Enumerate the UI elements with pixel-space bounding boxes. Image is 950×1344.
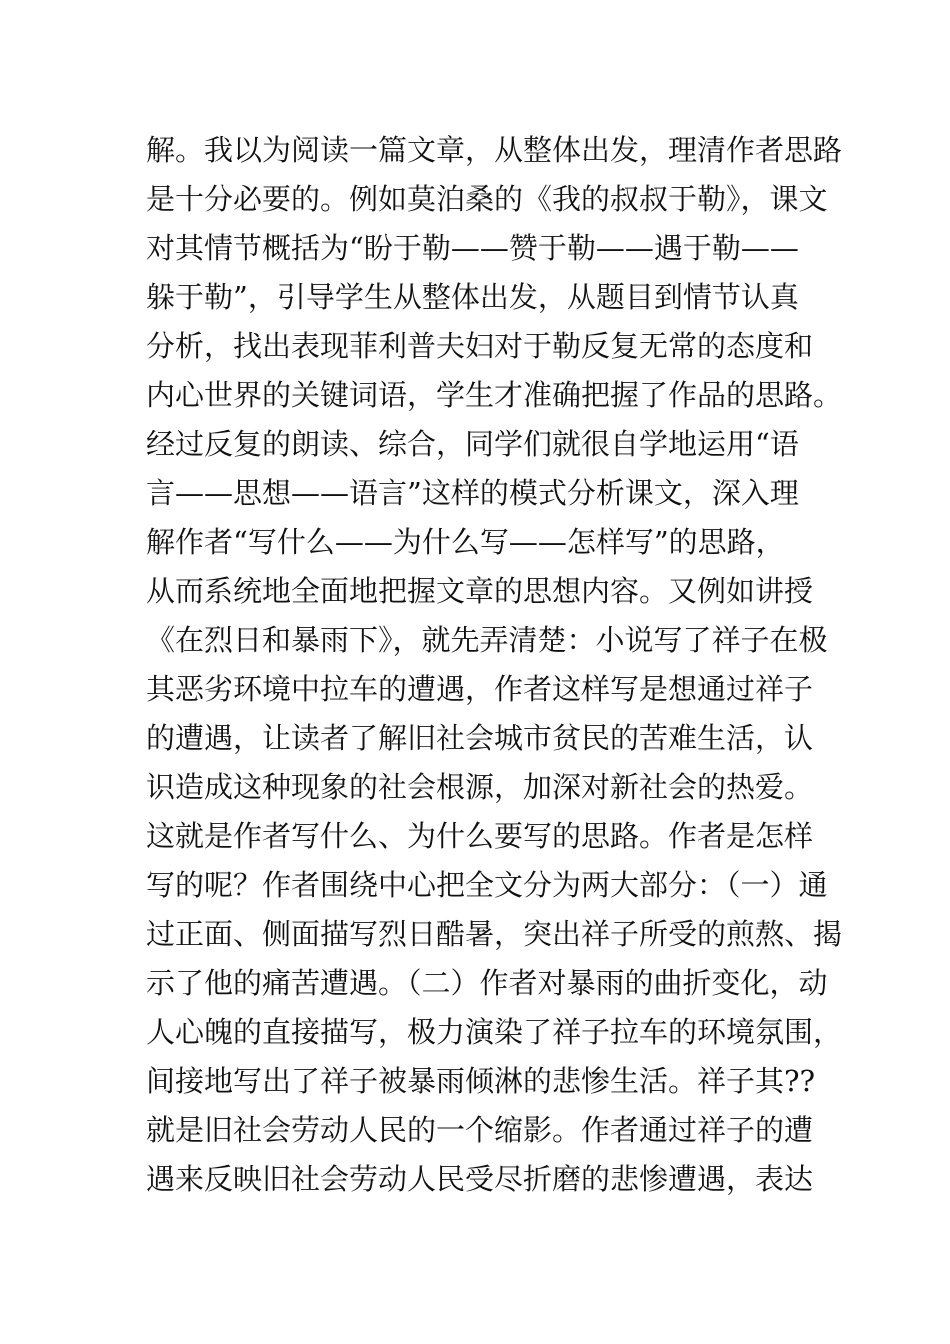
text-line: 对其情节概括为“盼于勒——赞于勒——遇于勒—— [146, 231, 799, 265]
text-line: 躲于勒”，引导学生从整体出发，从题目到情节认真 [146, 280, 799, 314]
text-line: 其恶劣环境中拉车的遭遇，作者这样写是想通过祥子 [146, 672, 814, 706]
text-line: 这就是作者写什么、为什么要写的思路。作者是怎样 [146, 819, 814, 853]
text-line: 言——思想——语言”这样的模式分析课文，深入理 [146, 476, 799, 510]
text-line: 是十分必要的。例如莫泊桑的《我的叔叔于勒》，课文 [146, 182, 828, 216]
text-line: 遇来反映旧社会劳动人民受尽折磨的悲惨遭遇，表达 [146, 1162, 814, 1196]
text-line: 写的呢？作者围绕中心把全文分为两大部分：（一）通 [146, 868, 828, 902]
text-line: 识造成这种现象的社会根源，加深对新社会的热爱。 [146, 770, 814, 804]
text-line: 解作者“写什么——为什么写——怎样写”的思路， [146, 525, 785, 559]
text-line: 内心世界的关键词语，学生才准确把握了作品的思路。 [146, 378, 843, 412]
text-line: 间接地写出了祥子被暴雨倾淋的悲惨生活。祥子其?? [146, 1064, 816, 1098]
text-line: 解。我以为阅读一篇文章，从整体出发，理清作者思路 [146, 133, 843, 167]
text-line: 的遭遇，让读者了解旧社会城市贫民的苦难生活，认 [146, 721, 814, 755]
text-line: 就是旧社会劳动人民的一个缩影。作者通过祥子的遭 [146, 1113, 814, 1147]
text-line: 从而系统地全面地把握文章的思想内容。又例如讲授 [146, 574, 814, 608]
text-line: 示了他的痛苦遭遇。（二）作者对暴雨的曲折变化，动 [146, 966, 828, 1000]
text-line: 人心魄的直接描写，极力演染了祥子拉车的环境氛围， [146, 1015, 843, 1049]
body-text [146, 126, 843, 1204]
text-line: 《在烈日和暴雨下》，就先弄清楚：小说写了祥子在极 [146, 623, 828, 657]
text-line: 分析，找出表现菲利普夫妇对于勒反复无常的态度和 [146, 329, 814, 363]
text-line: 过正面、侧面描写烈日酷暑，突出祥子所受的煎熬、揭 [146, 917, 843, 951]
text-line: 经过反复的朗读、综合，同学们就很自学地运用“语 [146, 427, 799, 461]
